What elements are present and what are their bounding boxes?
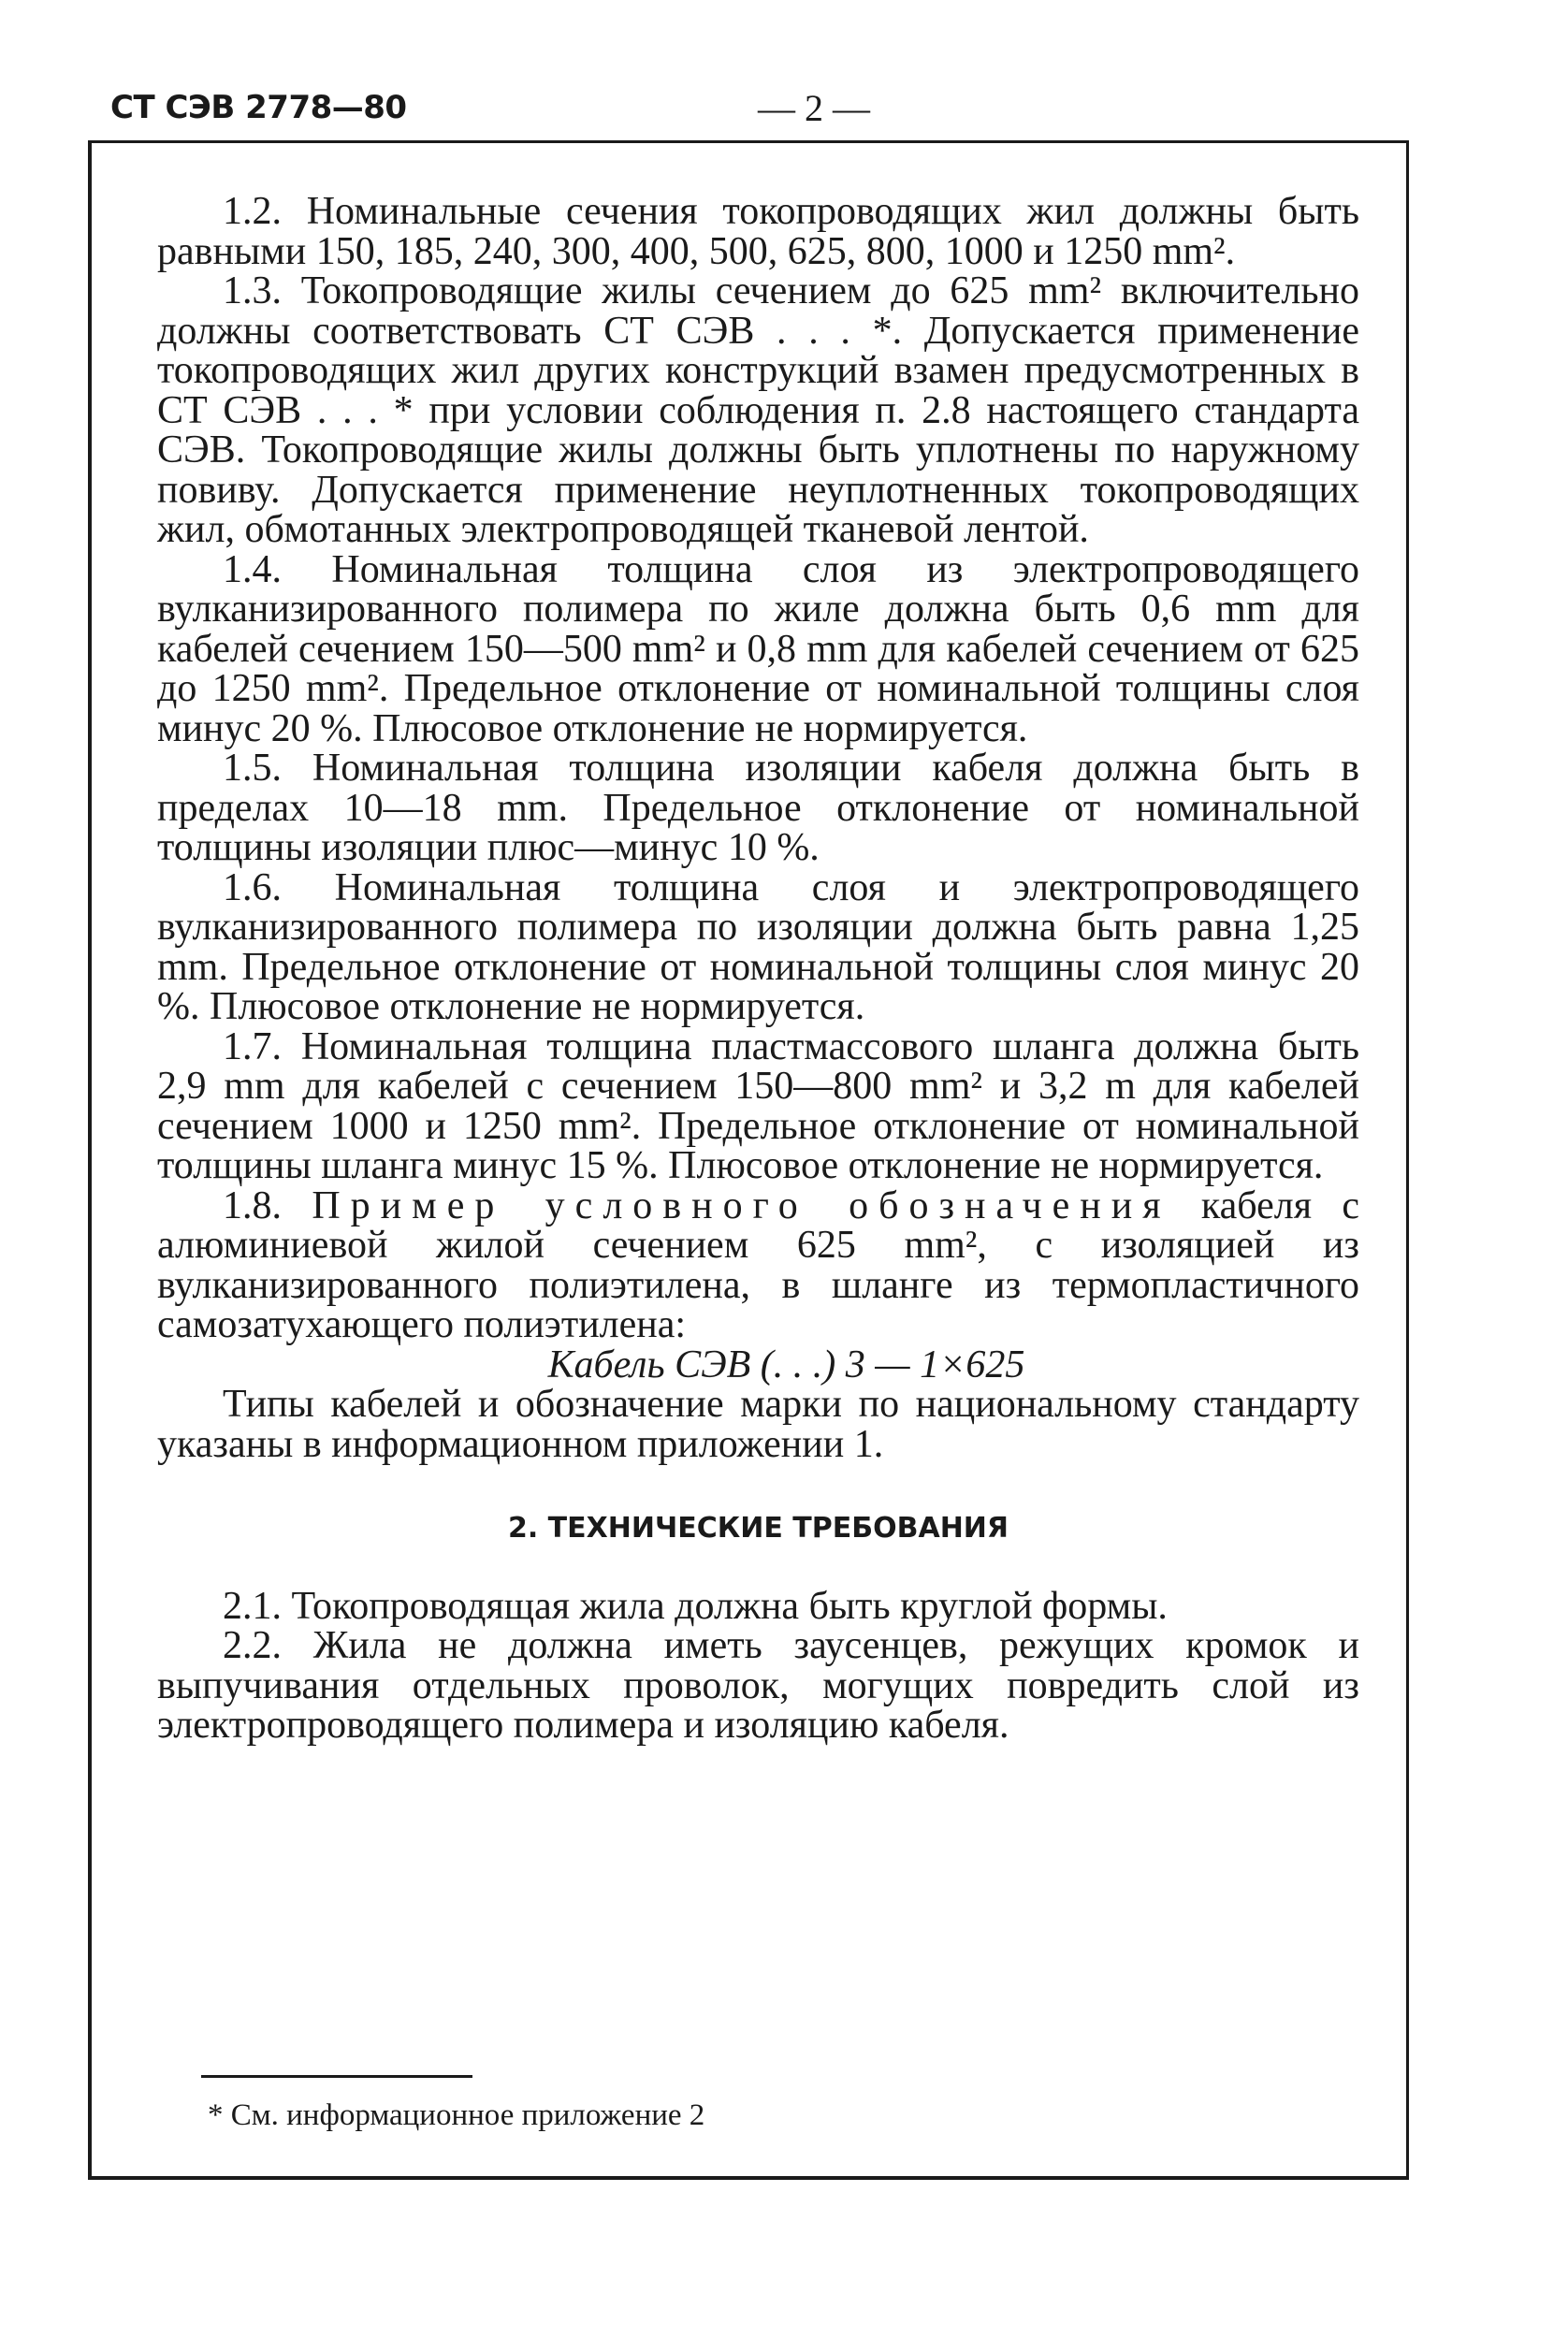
footnote: * См. информационное приложение 2 [208,2098,705,2132]
paragraph-2-2: 2.2. Жила не должна иметь заусенцев, режущих кромок и выпучивания отдельных проволок, могущих повредить слой из электропроводящего полимера и изоляцию кабеля. [157,1624,1359,1747]
page-number: — 2 — [758,87,870,129]
paragraph-1-3: 1.3. Токопроводящие жилы сечением до 625 mm² включительно должны соответствовать СТ СЭВ . . . *. Допускается применение токопроводящих жил других конструкций взамен предусмотренных в СТ СЭВ . . . * при условии соблюдения п. 2.8 настоящего стандарта СЭВ. Токопроводящие жилы должны быть уплотнены по наружному повиву. Допускается применение неуплотненных токопроводящих жил, обмотанных электропроводящей тканевой лентой. [157,269,1359,551]
paragraph-1-8-types: Типы кабелей и обозначение марки по национальному стандарту указаны в информационном приложении 1. [157,1383,1359,1466]
document-id: СТ СЭВ 2778—80 [110,89,407,126]
paragraph-1-8-text: кабеля с алюминиевой жилой сечением 625 mm², с изоляцией из вулканизированного полиэтилена, в шланге из термопластичного самозатухающего полиэтилена: [157,1183,1359,1346]
paragraph-1-8-spaced-phrase: Пример условного обозначения [312,1183,1171,1227]
paragraph-1-8-number: 1.8. [223,1183,282,1227]
paragraph-1-6: 1.6. Номинальная толщина слоя и электропроводящего вулканизированного полимера по изоляции должна быть равна 1,25 mm. Предельное отклонение от номинальной толщины слоя минус 20 %. Плюсовое отклонение не нормируется. [157,865,1359,1028]
paragraph-1-7: 1.7. Номинальная толщина пластмассового шланга должна быть 2,9 mm для кабелей с сечением 150—800 mm² и 3,2 m для кабелей сечением 1000 и 1250 mm². Предельное отклонение от номинальной толщины шланга минус 15 %. Плюсовое отклонение не нормируется. [157,1024,1359,1187]
footnote-divider [201,2075,472,2078]
paragraph-1-2: 1.2. Номинальные сечения токопроводящих жил должны быть равными 150, 185, 240, 300, 400, 500, 625, 800, 1000 и 1250 mm². [157,190,1359,273]
paragraph-1-5: 1.5. Номинальная толщина изоляции кабеля должна быть в пределах 10—18 mm. Предельное отклонение от номинальной толщины изоляции плюс—минус 10 %. [157,747,1359,869]
cable-designation-formula: Кабель СЭВ (. . .) 3 — 1×625 [547,1343,1025,1386]
section-2-title: 2. ТЕХНИЧЕСКИЕ ТРЕБОВАНИЯ [507,1512,1009,1545]
paragraph-1-8 [157,1183,1359,1346]
paragraph-1-4: 1.4. Номинальная толщина слоя из электропроводящего вулканизированного полимера по жиле должна быть 0,6 mm для кабелей сечением 150—500 mm² и 0,8 mm для кабелей сечением от 625 до 1250 mm². Предельное отклонение от номинальной толщины слоя минус 20 %. Плюсовое отклонение не нормируется. [157,547,1359,750]
paragraph-2-1: 2.1. Токопроводящая жила должна быть круглой формы. [223,1584,1168,1628]
document-body [157,192,1359,1746]
